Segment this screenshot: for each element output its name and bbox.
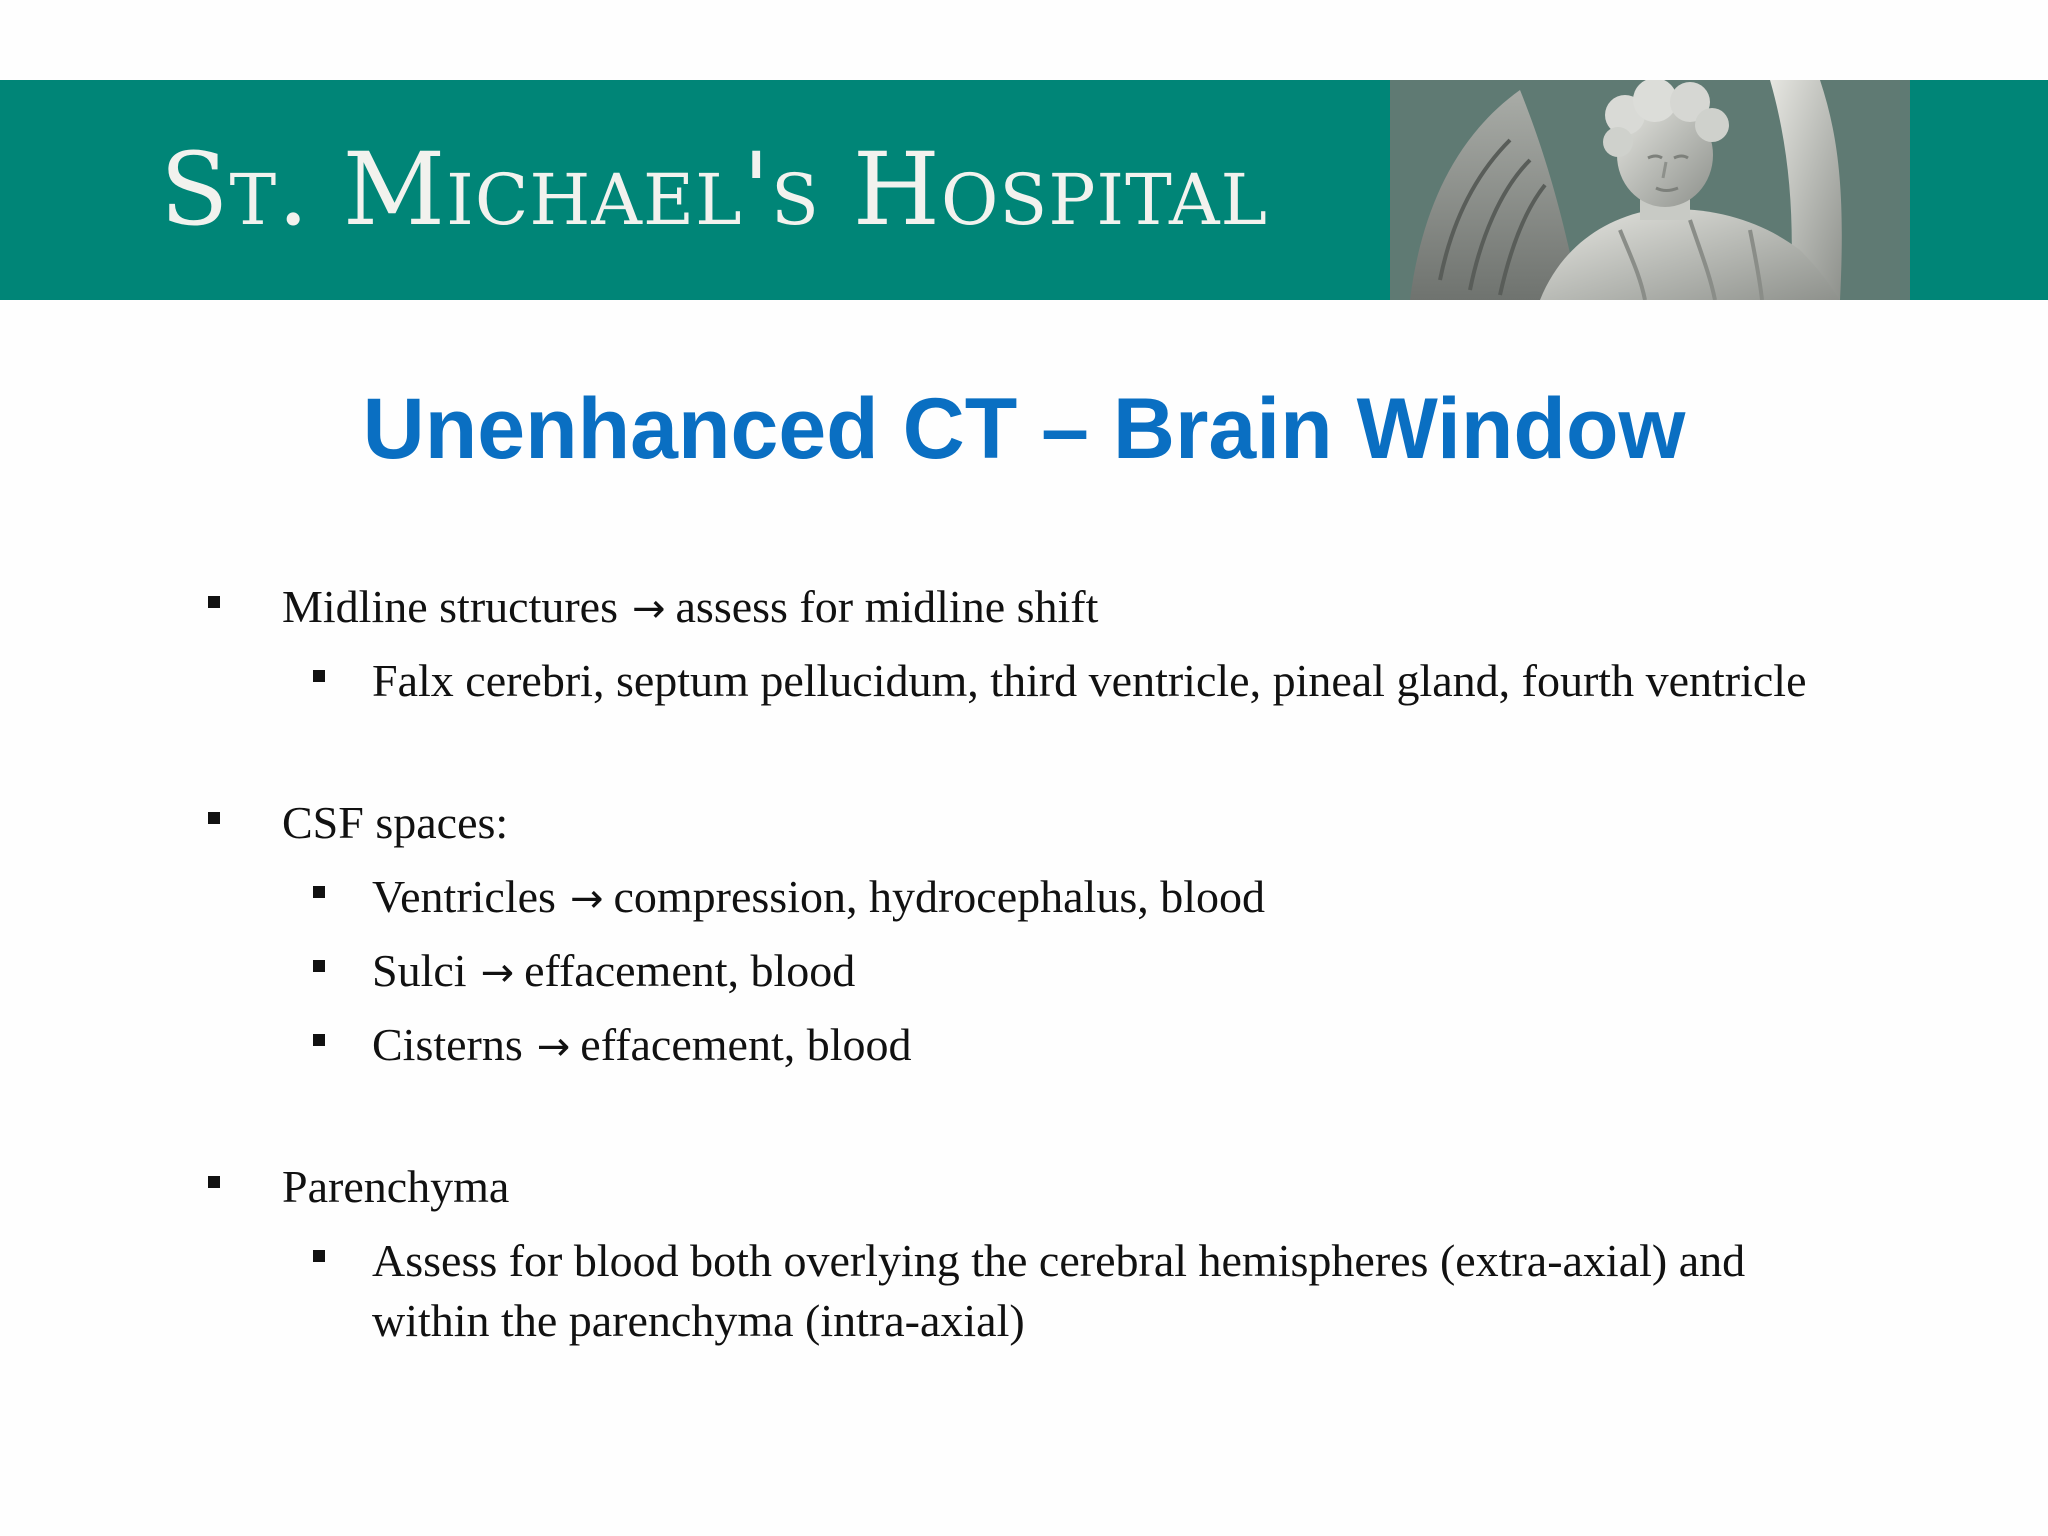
bullet-marker	[208, 596, 220, 608]
slide-title: Unenhanced CT – Brain Window	[362, 381, 1686, 477]
bullet-marker	[208, 1176, 220, 1188]
sub-bullet-item	[372, 1231, 1745, 1291]
sub-bullet-item	[372, 651, 1807, 711]
sub-bullet-text: Ventricles	[372, 871, 556, 922]
sub-bullet-marker	[313, 670, 325, 682]
bullet-marker	[208, 812, 220, 824]
right-arrow-icon: →	[569, 876, 604, 922]
sub-bullet-text: within the parenchyma (intra-axial)	[372, 1295, 1025, 1346]
sub-bullet-text: Cisterns	[372, 1019, 523, 1070]
bullet-text: assess for midline shift	[675, 581, 1099, 632]
hospital-name: St. Michael's Hospital	[160, 131, 1268, 248]
sub-bullet-item	[372, 867, 1265, 929]
sub-bullet-text: compression, hydrocephalus, blood	[613, 871, 1265, 922]
sub-bullet-marker	[313, 1034, 325, 1046]
bullet-text: Midline structures	[282, 581, 618, 632]
bullet-item	[282, 793, 508, 853]
bullet-item	[282, 1157, 509, 1217]
right-arrow-icon: →	[480, 950, 515, 996]
sub-bullet-item-continuation	[372, 1291, 1025, 1351]
sub-bullet-text: Falx cerebri, septum pellucidum, third ventricle, pineal gland, fourth ventricle	[372, 655, 1807, 706]
sub-bullet-marker	[313, 1250, 325, 1262]
sub-bullet-text: effacement, blood	[524, 945, 856, 996]
right-arrow-icon: →	[632, 586, 666, 632]
right-arrow-icon: →	[536, 1024, 571, 1070]
sub-bullet-text: effacement, blood	[580, 1019, 912, 1070]
bullet-text: CSF spaces:	[282, 797, 509, 848]
sub-bullet-item	[372, 1015, 912, 1077]
bullet-text: Parenchyma	[282, 1161, 510, 1212]
sub-bullet-text: Sulci	[372, 945, 467, 996]
sub-bullet-marker	[313, 886, 325, 898]
sub-bullet-item	[372, 941, 855, 1003]
sub-bullet-marker	[313, 960, 325, 972]
sub-bullet-text: Assess for blood both overlying the cerebral hemispheres (extra-axial) and	[372, 1235, 1746, 1286]
bullet-item	[282, 577, 1098, 639]
